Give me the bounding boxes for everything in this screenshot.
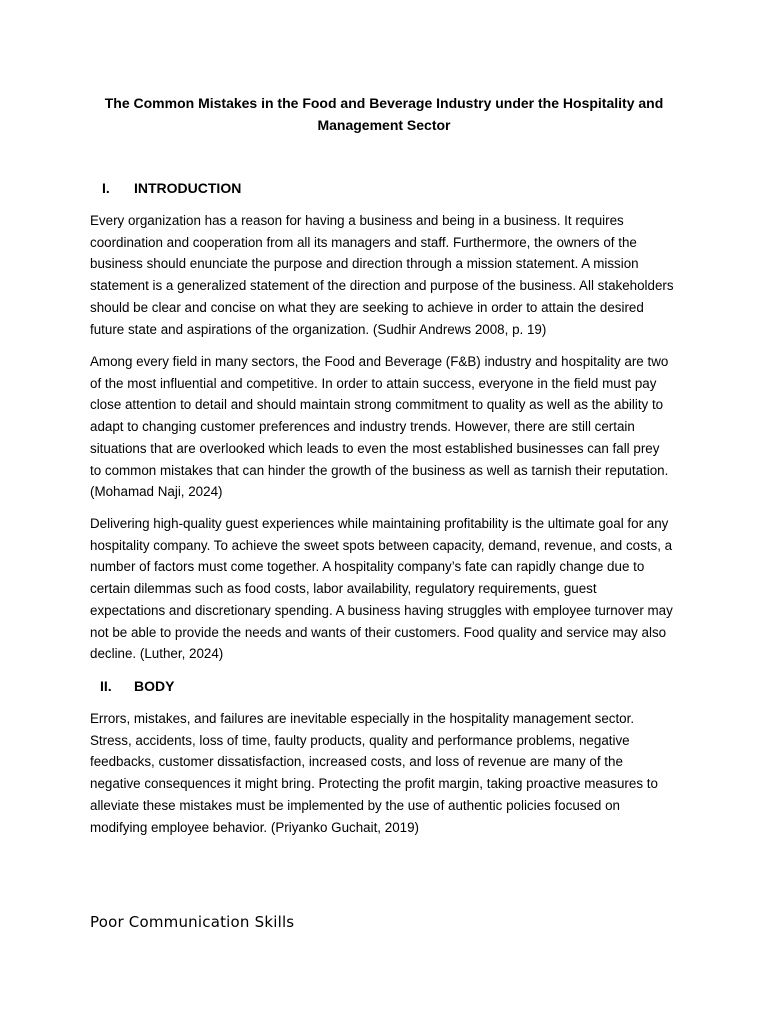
section-heading-text: INTRODUCTION [134,180,242,196]
paragraph: Errors, mistakes, and failures are inevitable especially in the hospitality management sector. Stress, accidents, loss of time, faulty products, quality and performance problems, negative feedbacks, customer dissatisfaction, increased costs, and loss of revenue are many of the negative consequences it might bring. Protecting the profit margin, taking proactive measures to alleviate these mistakes must be implemented by the use of authentic policies focused on modifying employee behavior. (Priyanko Guchait, 2019) [90,711,658,835]
section-heading-introduction [90,178,241,198]
subheading-poor-communication: Poor Communication Skills [90,913,295,931]
section-heading-text: BODY [134,678,175,694]
paragraph: Among every field in many sectors, the Food and Beverage (F&B) industry and hospitality are two of the most influential and competitive. In order to attain success, everyone in the field must pay close attention to detail and should maintain strong commitment to quality as well as the ability to adapt to changing customer preferences and industry trends. However, there are still certain situations that are overlooked which leads to even the most established businesses can fall prey to common mistakes that can hinder the growth of the business as well as tarnish their reputation. (Mohamad Naji, 2024) [90,354,669,500]
paragraph: Delivering high-quality guest experiences while maintaining profitability is the ultimate goal for any hospitality company. To achieve the sweet spots between capacity, demand, revenue, and costs, a number of factors must come together. A hospitality company’s fate can rapidly change due to certain dilemmas such as food costs, labor availability, regulatory requirements, guest expectations and discretionary spending. A business having struggles with employee turnover may not be able to provide the needs and wants of their customers. Food quality and service may also decline. (Luther, 2024) [90,516,673,662]
paragraph: Every organization has a reason for having a business and being in a business. It requires coordination and cooperation from all its managers and staff. Furthermore, the owners of the business should enunciate the purpose and direction through a mission statement. A mission statement is a generalized statement of the direction and purpose of the business. All stakeholders should be clear and concise on what they are seeking to achieve in order to attain the desired future state and aspirations of the organization. (Sudhir Andrews 2008, p. 19) [90,213,674,337]
document-title: The Common Mistakes in the Food and Beverage Industry under the Hospitality and Management Sector [104,95,664,133]
section-number: I. [102,180,110,196]
section-heading-body [90,676,174,696]
section-number: II. [100,678,112,694]
